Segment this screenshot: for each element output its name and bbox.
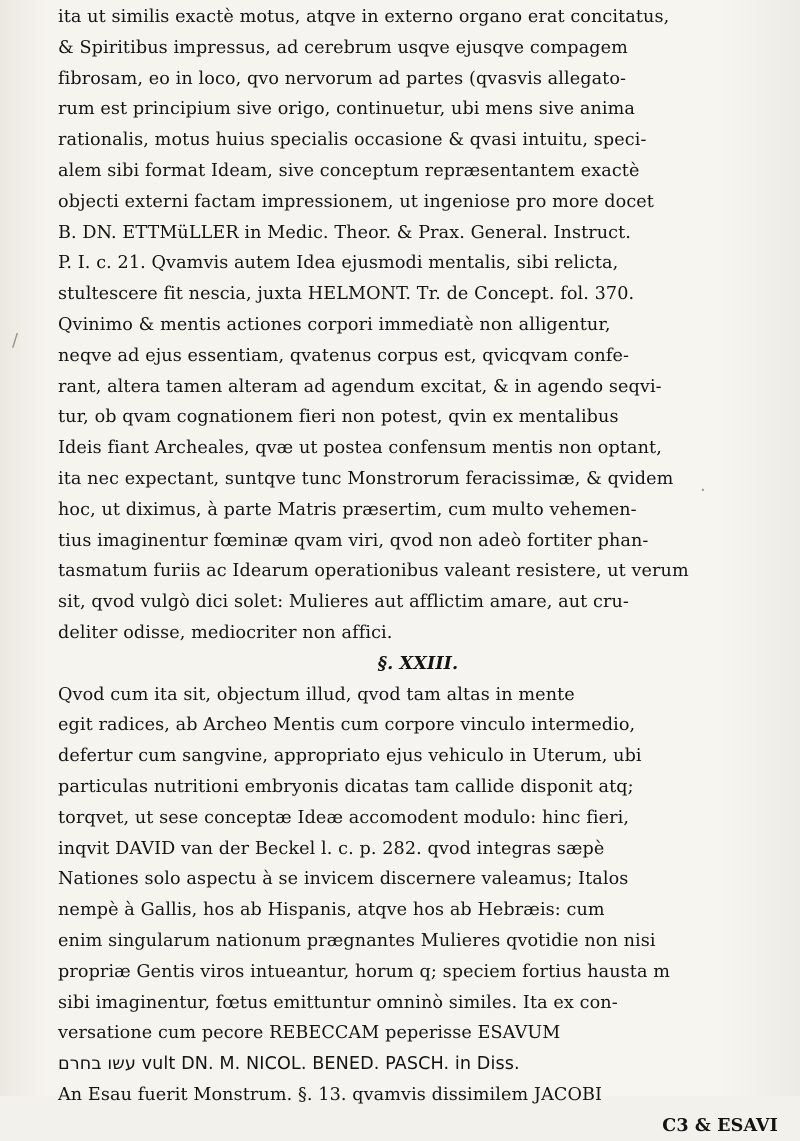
text-line: rationalis, motus huius specialis occasione & qvasi intuitu, speci-: [58, 130, 647, 151]
text-line: tur, ob qvam cognationem fieri non potest, qvin ex mentalibus: [58, 407, 619, 428]
section-heading: §. XXIII.: [377, 652, 459, 674]
text-line: propriæ Gentis viros intueantur, horum q; speciem fortius hausta m: [58, 961, 671, 982]
text-line: fibrosam, eo in loco, qvo nervorum ad partes (qvasvis allegato-: [58, 68, 627, 89]
text-line: inqvit DAVID van der Beckel l. c. p. 282. qvod integras sæpè: [58, 838, 605, 859]
text-line: hoc, ut diximus, à parte Matris præsertim, cum multo vehemen-: [58, 499, 637, 520]
text-line: rum est principium sive origo, continuetur, ubi mens sive anima: [58, 99, 635, 120]
text-line: An Esau fuerit Monstrum. §. 13. qvamvis dissimilem JACOBI: [58, 1084, 603, 1105]
text-line: objecti externi factam impressionem, ut ingeniose pro more docet: [58, 191, 654, 212]
text-line: Qvinimo & mentis actiones corpori immediatè non alligentur,: [58, 314, 611, 335]
text-line: sit, qvod vulgò dici solet: Mulieres aut afflictim amare, aut cru-: [58, 592, 629, 613]
text-line: tasmatum furiis ac Idearum operationibus valeant resistere, ut verum: [58, 561, 689, 582]
text-line: tius imaginentur fœminæ qvam viri, qvod non adeò fortiter phan-: [58, 530, 649, 551]
text-line: B. DN. ETTMüLLER in Medic. Theor. & Prax. General. Instruct.: [58, 222, 632, 243]
text-line: P. I. c. 21. Qvamvis autem Idea ejusmodi mentalis, sibi relicta,: [58, 253, 619, 274]
text-line: rant, altera tamen alteram ad agendum excitat, & in agendo seqvi-: [58, 376, 662, 397]
page-footer: C3 & ESAVI: [662, 1114, 778, 1136]
text-line: Ideis fiant Archeales, qvæ ut postea confensum mentis non optant,: [58, 438, 662, 459]
text-line: neqve ad ejus essentiam, qvatenus corpus est, qvicqvam confe-: [58, 345, 629, 366]
text-line: torqvet, ut sese conceptæ Ideæ accomodent modulo: hinc fieri,: [58, 807, 630, 828]
text-line: ita ut similis exactè motus, atqve in externo organo erat concitatus,: [58, 7, 670, 27]
text-line: versatione cum pecore REBECCAM peperisse ESAVUM: [58, 1023, 561, 1044]
text-line: sibi imaginentur, fœtus emittuntur omninò similes. Ita ex con-: [58, 992, 618, 1013]
text-line: Qvod cum ita sit, objectum illud, qvod tam altas in mente: [58, 684, 575, 705]
text-line: ita nec expectant, suntqve tunc Monstrorum feracissimæ, & qvidem: [58, 468, 674, 489]
text-line: stultescere fit nescia, juxta HELMONT. Tr. de Concept. fol. 370.: [58, 284, 635, 305]
body-text: [58, 2, 778, 1141]
margin-mark: ·: [700, 480, 706, 501]
text-line: alem sibi format Ideam, sive conceptum repræsentantem exactè: [58, 160, 640, 181]
text-line: Nationes solo aspectu à se invicem discernere valeamus; Italos: [58, 869, 629, 890]
text-line: particulas nutritioni embryonis dicatas tam callide disponit atq;: [58, 776, 634, 797]
text-line: enim singularum nationum prægnantes Mulieres qvotidie non nisi: [58, 930, 656, 951]
text-line: & Spiritibus impressus, ad cerebrum usqve ejusqve compagem: [58, 37, 628, 58]
text-line-hebrew: עשו בחרם vult DN. M. NICOL. BENED. PASCH. in Diss.: [58, 1054, 520, 1075]
text-line: deliter odisse, mediocriter non affici.: [58, 622, 393, 643]
text-line: defertur cum sangvine, appropriato ejus vehiculo in Uterum, ubi: [58, 746, 642, 767]
text-line: egit radices, ab Archeo Mentis cum corpore vinculo intermedio,: [58, 715, 636, 736]
margin-mark: /: [12, 330, 19, 351]
text-line: nempè à Gallis, hos ab Hispanis, atqve hos ab Hebræis: cum: [58, 900, 605, 921]
